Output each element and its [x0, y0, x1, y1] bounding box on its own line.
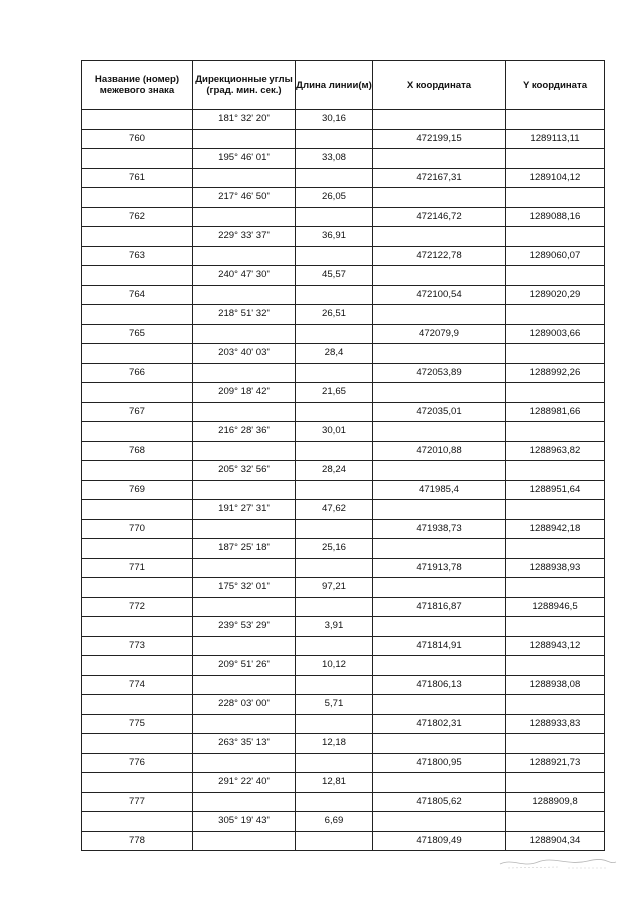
- x-coordinate-cell: [373, 188, 506, 208]
- bearing-angle-cell: [193, 246, 296, 266]
- line-length-cell: [296, 363, 373, 383]
- line-length-cell: [296, 441, 373, 461]
- y-coordinate-cell: [506, 344, 605, 364]
- line-length-cell: 30,16: [296, 110, 373, 130]
- y-coordinate-cell: [506, 383, 605, 403]
- marker-name-cell: 771: [82, 558, 193, 578]
- x-coordinate-cell: [373, 305, 506, 325]
- x-coordinate-cell: 471805,62: [373, 792, 506, 812]
- marker-name-cell: 765: [82, 324, 193, 344]
- x-coordinate-cell: [373, 227, 506, 247]
- line-length-cell: 28,24: [296, 461, 373, 481]
- bearing-angle-cell: [193, 792, 296, 812]
- bearing-angle-cell: 263° 35' 13": [193, 734, 296, 754]
- line-length-cell: 28,4: [296, 344, 373, 364]
- y-coordinate-cell: 1289104,12: [506, 168, 605, 188]
- line-length-cell: [296, 636, 373, 656]
- bearing-angle-cell: 187° 25' 18": [193, 539, 296, 559]
- y-coordinate-cell: 1288904,34: [506, 831, 605, 851]
- line-length-cell: [296, 129, 373, 149]
- x-coordinate-cell: [373, 149, 506, 169]
- line-length-cell: 5,71: [296, 695, 373, 715]
- bearing-angle-cell: 209° 18' 42": [193, 383, 296, 403]
- table-row: [82, 812, 605, 832]
- bearing-angle-cell: [193, 753, 296, 773]
- x-coordinate-cell: [373, 656, 506, 676]
- y-coordinate-cell: [506, 539, 605, 559]
- x-coordinate-cell: 471816,87: [373, 597, 506, 617]
- y-coordinate-cell: [506, 149, 605, 169]
- table-row: [82, 188, 605, 208]
- marker-name-cell: 774: [82, 675, 193, 695]
- x-coordinate-cell: 472167,31: [373, 168, 506, 188]
- line-length-cell: 21,65: [296, 383, 373, 403]
- bearing-angle-cell: 240° 47' 30": [193, 266, 296, 286]
- bearing-angle-cell: [193, 831, 296, 851]
- marker-name-cell: 767: [82, 402, 193, 422]
- bearing-angle-cell: [193, 636, 296, 656]
- table-row: [82, 578, 605, 598]
- y-coordinate-cell: 1288909,8: [506, 792, 605, 812]
- line-length-cell: [296, 168, 373, 188]
- y-coordinate-cell: 1288933,83: [506, 714, 605, 734]
- y-coordinate-cell: 1289060,07: [506, 246, 605, 266]
- y-coordinate-cell: [506, 773, 605, 793]
- x-coordinate-cell: [373, 110, 506, 130]
- y-coordinate-cell: 1289088,16: [506, 207, 605, 227]
- bearing-angle-cell: 229° 33' 37": [193, 227, 296, 247]
- marker-name-cell: [82, 266, 193, 286]
- x-coordinate-cell: [373, 461, 506, 481]
- line-length-cell: 25,16: [296, 539, 373, 559]
- x-coordinate-cell: 472122,78: [373, 246, 506, 266]
- bearing-angle-cell: 291° 22' 40": [193, 773, 296, 793]
- table-row: [82, 110, 605, 130]
- table-row: [82, 246, 605, 266]
- x-coordinate-cell: 471985,4: [373, 480, 506, 500]
- marker-name-cell: [82, 227, 193, 247]
- line-length-cell: [296, 831, 373, 851]
- x-coordinate-cell: [373, 695, 506, 715]
- table-row: [82, 344, 605, 364]
- bearing-angle-cell: [193, 558, 296, 578]
- bearing-angle-cell: 203° 40' 03": [193, 344, 296, 364]
- y-coordinate-cell: [506, 461, 605, 481]
- y-coordinate-cell: 1288981,66: [506, 402, 605, 422]
- table-row: [82, 207, 605, 227]
- y-coordinate-cell: [506, 656, 605, 676]
- marker-name-cell: [82, 110, 193, 130]
- line-length-cell: [296, 207, 373, 227]
- table-row: [82, 773, 605, 793]
- x-coordinate-cell: 471800,95: [373, 753, 506, 773]
- x-coordinate-cell: 471806,13: [373, 675, 506, 695]
- x-coordinate-cell: 471938,73: [373, 519, 506, 539]
- bearing-angle-cell: 175° 32' 01": [193, 578, 296, 598]
- header-y-coordinate: Y координата: [506, 61, 605, 110]
- bearing-angle-cell: 205° 32' 56": [193, 461, 296, 481]
- table-row: [82, 519, 605, 539]
- marker-name-cell: [82, 383, 193, 403]
- y-coordinate-cell: [506, 812, 605, 832]
- bearing-angle-cell: [193, 597, 296, 617]
- y-coordinate-cell: 1288938,93: [506, 558, 605, 578]
- x-coordinate-cell: [373, 773, 506, 793]
- y-coordinate-cell: [506, 422, 605, 442]
- y-coordinate-cell: [506, 110, 605, 130]
- line-length-cell: [296, 675, 373, 695]
- bearing-angle-cell: [193, 168, 296, 188]
- line-length-cell: [296, 324, 373, 344]
- table-row: [82, 480, 605, 500]
- table-body: [82, 110, 605, 851]
- marker-name-cell: [82, 344, 193, 364]
- marker-name-cell: 760: [82, 129, 193, 149]
- marker-name-cell: 763: [82, 246, 193, 266]
- marker-name-cell: 764: [82, 285, 193, 305]
- x-coordinate-cell: 472146,72: [373, 207, 506, 227]
- line-length-cell: 33,08: [296, 149, 373, 169]
- line-length-cell: [296, 285, 373, 305]
- y-coordinate-cell: [506, 695, 605, 715]
- header-line-length: Длина линии(м): [296, 61, 373, 110]
- table-row: [82, 714, 605, 734]
- bearing-angle-cell: [193, 285, 296, 305]
- table-row: [82, 695, 605, 715]
- marker-name-cell: [82, 149, 193, 169]
- x-coordinate-cell: 471814,91: [373, 636, 506, 656]
- table-row: [82, 675, 605, 695]
- bearing-angle-cell: 228° 03' 00": [193, 695, 296, 715]
- x-coordinate-cell: [373, 578, 506, 598]
- bearing-angle-cell: 209° 51' 26": [193, 656, 296, 676]
- header-x-coordinate: X координата: [373, 61, 506, 110]
- line-length-cell: [296, 714, 373, 734]
- handwritten-mark: [498, 856, 618, 870]
- marker-name-cell: [82, 188, 193, 208]
- marker-name-cell: [82, 461, 193, 481]
- marker-name-cell: [82, 305, 193, 325]
- table-row: [82, 558, 605, 578]
- bearing-angle-cell: 239° 53' 29": [193, 617, 296, 637]
- y-coordinate-cell: 1288946,5: [506, 597, 605, 617]
- y-coordinate-cell: [506, 578, 605, 598]
- x-coordinate-cell: [373, 383, 506, 403]
- table-row: [82, 792, 605, 812]
- x-coordinate-cell: [373, 500, 506, 520]
- x-coordinate-cell: [373, 266, 506, 286]
- bearing-angle-cell: 181° 32' 20": [193, 110, 296, 130]
- x-coordinate-cell: [373, 422, 506, 442]
- x-coordinate-cell: [373, 344, 506, 364]
- bearing-angle-cell: [193, 675, 296, 695]
- marker-name-cell: [82, 734, 193, 754]
- y-coordinate-cell: [506, 500, 605, 520]
- x-coordinate-cell: 471802,31: [373, 714, 506, 734]
- table-row: [82, 383, 605, 403]
- marker-name-cell: [82, 617, 193, 637]
- line-length-cell: [296, 792, 373, 812]
- bearing-angle-cell: 191° 27' 31": [193, 500, 296, 520]
- marker-name-cell: [82, 773, 193, 793]
- line-length-cell: 26,51: [296, 305, 373, 325]
- table-row: [82, 227, 605, 247]
- marker-name-cell: [82, 539, 193, 559]
- bearing-angle-cell: [193, 129, 296, 149]
- bearing-angle-cell: [193, 402, 296, 422]
- table-row: [82, 734, 605, 754]
- marker-name-cell: 769: [82, 480, 193, 500]
- marker-name-cell: 776: [82, 753, 193, 773]
- x-coordinate-cell: 472053,89: [373, 363, 506, 383]
- y-coordinate-cell: 1289003,66: [506, 324, 605, 344]
- x-coordinate-cell: [373, 539, 506, 559]
- table-row: [82, 266, 605, 286]
- table-row: [82, 441, 605, 461]
- header-bearing-angle: Дирекционные углы (град. мин. сек.): [193, 61, 296, 110]
- marker-name-cell: [82, 422, 193, 442]
- line-length-cell: 30,01: [296, 422, 373, 442]
- y-coordinate-cell: [506, 188, 605, 208]
- marker-name-cell: 778: [82, 831, 193, 851]
- table-row: [82, 149, 605, 169]
- line-length-cell: 47,62: [296, 500, 373, 520]
- line-length-cell: [296, 480, 373, 500]
- marker-name-cell: 768: [82, 441, 193, 461]
- line-length-cell: [296, 402, 373, 422]
- table-row: [82, 539, 605, 559]
- header-marker-name: Название (номер) межевого знака: [82, 61, 193, 110]
- marker-name-cell: [82, 656, 193, 676]
- marker-name-cell: 762: [82, 207, 193, 227]
- marker-name-cell: [82, 812, 193, 832]
- y-coordinate-cell: 1288951,64: [506, 480, 605, 500]
- marker-name-cell: 772: [82, 597, 193, 617]
- x-coordinate-cell: 472079,9: [373, 324, 506, 344]
- bearing-angle-cell: 195° 46' 01": [193, 149, 296, 169]
- x-coordinate-cell: 471913,78: [373, 558, 506, 578]
- table-row: [82, 129, 605, 149]
- table-row: [82, 402, 605, 422]
- line-length-cell: [296, 597, 373, 617]
- y-coordinate-cell: 1288921,73: [506, 753, 605, 773]
- line-length-cell: 26,05: [296, 188, 373, 208]
- y-coordinate-cell: [506, 617, 605, 637]
- table-row: [82, 636, 605, 656]
- bearing-angle-cell: [193, 207, 296, 227]
- line-length-cell: [296, 753, 373, 773]
- x-coordinate-cell: 471809,49: [373, 831, 506, 851]
- bearing-angle-cell: [193, 324, 296, 344]
- table-row: [82, 305, 605, 325]
- table-row: [82, 831, 605, 851]
- line-length-cell: 36,91: [296, 227, 373, 247]
- table-row: [82, 500, 605, 520]
- line-length-cell: [296, 519, 373, 539]
- y-coordinate-cell: 1288963,82: [506, 441, 605, 461]
- line-length-cell: [296, 246, 373, 266]
- y-coordinate-cell: 1289020,29: [506, 285, 605, 305]
- line-length-cell: 3,91: [296, 617, 373, 637]
- bearing-angle-cell: [193, 363, 296, 383]
- x-coordinate-cell: 472035,01: [373, 402, 506, 422]
- line-length-cell: 12,81: [296, 773, 373, 793]
- y-coordinate-cell: [506, 266, 605, 286]
- marker-name-cell: 770: [82, 519, 193, 539]
- y-coordinate-cell: 1288942,18: [506, 519, 605, 539]
- bearing-angle-cell: 218° 51' 32": [193, 305, 296, 325]
- marker-name-cell: [82, 500, 193, 520]
- bearing-angle-cell: 216° 28' 36": [193, 422, 296, 442]
- table-row: [82, 461, 605, 481]
- y-coordinate-cell: 1288938,08: [506, 675, 605, 695]
- table-row: [82, 324, 605, 344]
- marker-name-cell: 766: [82, 363, 193, 383]
- table-row: [82, 753, 605, 773]
- table-row: [82, 363, 605, 383]
- bearing-angle-cell: [193, 519, 296, 539]
- y-coordinate-cell: 1288992,26: [506, 363, 605, 383]
- y-coordinate-cell: 1289113,11: [506, 129, 605, 149]
- marker-name-cell: 761: [82, 168, 193, 188]
- line-length-cell: [296, 558, 373, 578]
- table-row: [82, 168, 605, 188]
- marker-name-cell: 777: [82, 792, 193, 812]
- x-coordinate-cell: [373, 812, 506, 832]
- line-length-cell: 6,69: [296, 812, 373, 832]
- marker-name-cell: 775: [82, 714, 193, 734]
- table-row: [82, 597, 605, 617]
- x-coordinate-cell: 472100,54: [373, 285, 506, 305]
- line-length-cell: 12,18: [296, 734, 373, 754]
- bearing-angle-cell: 217° 46' 50": [193, 188, 296, 208]
- marker-name-cell: 773: [82, 636, 193, 656]
- line-length-cell: 10,12: [296, 656, 373, 676]
- table-row: [82, 656, 605, 676]
- line-length-cell: 45,57: [296, 266, 373, 286]
- bearing-angle-cell: 305° 19' 43": [193, 812, 296, 832]
- x-coordinate-cell: [373, 734, 506, 754]
- y-coordinate-cell: 1288943,12: [506, 636, 605, 656]
- y-coordinate-cell: [506, 734, 605, 754]
- table-header-row: [82, 61, 605, 110]
- x-coordinate-cell: 472199,15: [373, 129, 506, 149]
- y-coordinate-cell: [506, 305, 605, 325]
- x-coordinate-cell: [373, 617, 506, 637]
- bearing-angle-cell: [193, 714, 296, 734]
- marker-name-cell: [82, 578, 193, 598]
- boundary-coordinates-table: [81, 60, 605, 851]
- bearing-angle-cell: [193, 441, 296, 461]
- line-length-cell: 97,21: [296, 578, 373, 598]
- bearing-angle-cell: [193, 480, 296, 500]
- table-row: [82, 285, 605, 305]
- table-row: [82, 422, 605, 442]
- y-coordinate-cell: [506, 227, 605, 247]
- table-row: [82, 617, 605, 637]
- x-coordinate-cell: 472010,88: [373, 441, 506, 461]
- marker-name-cell: [82, 695, 193, 715]
